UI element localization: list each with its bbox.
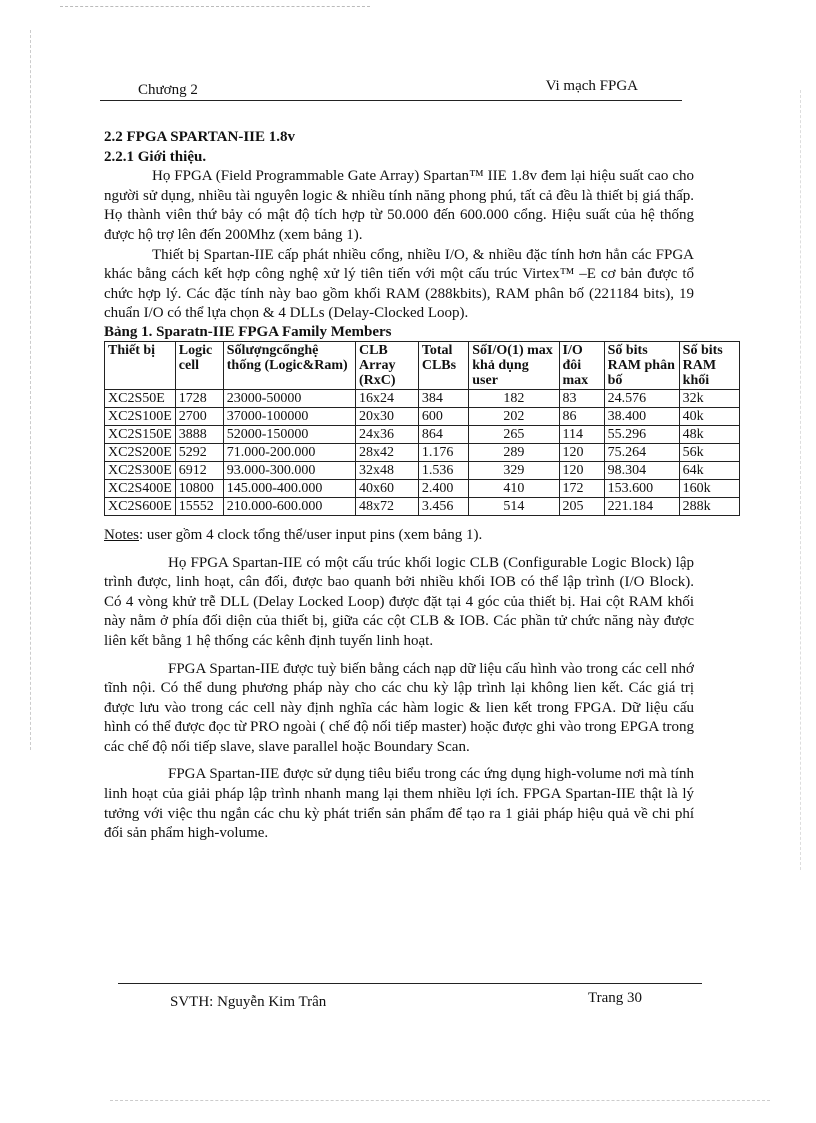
table-cell: 37000-100000 — [223, 407, 355, 425]
table-cell: 265 — [469, 425, 559, 443]
section-title: 2.2 FPGA SPARTAN-IIE 1.8v — [104, 129, 296, 145]
table-cell: 120 — [559, 443, 604, 461]
table-cell: 98.304 — [604, 461, 679, 479]
table-cell: XC2S400E — [105, 479, 176, 497]
table-cell: 48k — [679, 425, 739, 443]
table-cell: 24.576 — [604, 389, 679, 407]
table-header-cell: Total CLBs — [418, 341, 468, 389]
table-cell: 210.000-600.000 — [223, 497, 355, 515]
family-members-table — [104, 341, 740, 516]
table-cell: 55.296 — [604, 425, 679, 443]
table-row — [105, 461, 740, 479]
table-header-cell: Thiết bị — [105, 341, 176, 389]
table-cell: 75.264 — [604, 443, 679, 461]
table-cell: 5292 — [175, 443, 223, 461]
table-cell: 24x36 — [355, 425, 418, 443]
table-cell: XC2S100E — [105, 407, 176, 425]
scan-border-right — [800, 90, 801, 870]
table-cell: 28x42 — [355, 443, 418, 461]
table-cell: 289 — [469, 443, 559, 461]
table-cell: 3888 — [175, 425, 223, 443]
notes-text: : user gồm 4 clock tổng thể/user input pins (xem bảng 1). — [139, 526, 483, 543]
table-cell: 160k — [679, 479, 739, 497]
table-cell: XC2S600E — [105, 497, 176, 515]
table-cell: 86 — [559, 407, 604, 425]
table-cell: 600 — [418, 407, 468, 425]
table-notes — [104, 526, 694, 546]
table-cell: 71.000-200.000 — [223, 443, 355, 461]
table-cell: 384 — [418, 389, 468, 407]
table-cell: 23000-50000 — [223, 389, 355, 407]
table-row — [105, 407, 740, 425]
table-cell: 329 — [469, 461, 559, 479]
table-cell: 2700 — [175, 407, 223, 425]
page-number: Trang 30 — [587, 990, 642, 1006]
table-cell: 64k — [679, 461, 739, 479]
table-cell: 56k — [679, 443, 739, 461]
table-cell: 410 — [469, 479, 559, 497]
page-content — [104, 128, 723, 844]
table-cell: 6912 — [175, 461, 223, 479]
table-row — [105, 389, 740, 407]
table-cell: 93.000-300.000 — [223, 461, 355, 479]
scan-border-left — [30, 30, 31, 750]
table-cell: 1.536 — [418, 461, 468, 479]
table-cell: XC2S150E — [105, 425, 176, 443]
table-cell: XC2S300E — [105, 461, 176, 479]
author-label: SVTH: Nguyễn Kim Trân — [170, 994, 327, 1010]
table-cell: 182 — [469, 389, 559, 407]
chapter-label: Chương 2 — [138, 82, 198, 98]
intro-paragraph-1: Họ FPGA (Field Programmable Gate Array) Spartan™ IIE 1.8v đem lại hiệu suất cao cho người sử dụng, nhiều tài nguyên logic & nhiều tính năng phong phú, tất cả đều là thiết bị giá thấp. Họ thành viên thứ bảy có mật độ tích hợp từ 50.000 đến 600.000 cổng. Hiệu suất của hệ thống được hộ trợ lên đến 200Mhz (xem bảng 1). — [104, 168, 694, 243]
table-cell: 32x48 — [355, 461, 418, 479]
body-paragraph-3: FPGA Spartan-IIE được sử dụng tiêu biểu trong các ứng dụng high-volume nơi mà tính linh hoạt của giải pháp lập trình nhanh mang lại them nhiều lợi ích. FPGA Spartan-IIE thật là lý tưởng với việc thu ngắn các chu kỳ phát triển sản phẩm để tạo ra 1 giải pháp hiệu quả về chi phí đối sản phẩm high-volume. — [104, 766, 694, 842]
table-header-cell: Số bits RAM phân bố — [604, 341, 679, 389]
table-cell: 172 — [559, 479, 604, 497]
table-cell: 52000-150000 — [223, 425, 355, 443]
table-cell: 221.184 — [604, 497, 679, 515]
page-header — [100, 78, 682, 101]
notes-label: Notes — [104, 526, 139, 543]
table-row — [105, 497, 740, 515]
table-cell: 1.176 — [418, 443, 468, 461]
table-cell: XC2S200E — [105, 443, 176, 461]
body-paragraph-1: Họ FPGA Spartan-IIE có một cấu trúc khối logic CLB (Configurable Logic Block) lập trình được, linh hoạt, cân đối, được bao quanh bởi nhiều khối IOB có thể lập trình (I/O Block). Có 4 vòng khử trễ DLL (Delay Locked Loop) được đặt tại 4 góc của thiết bị. Hai cột RAM khối này nằm ở phía đối diện của thiết bị, giữa các cột CLB & IOB. Các phần tử chức năng này được liên kết bằng 1 hệ thống các kênh định tuyến linh hoạt. — [104, 554, 694, 649]
scan-border-bottom — [110, 1100, 770, 1101]
table-cell: 864 — [418, 425, 468, 443]
table-header-cell: Sốlượngcổnghệ thống (Logic&Ram) — [223, 341, 355, 389]
table-row — [105, 443, 740, 461]
table-cell: 10800 — [175, 479, 223, 497]
table-cell: 288k — [679, 497, 739, 515]
page-footer — [118, 983, 702, 1010]
table-cell: 205 — [559, 497, 604, 515]
table-cell: 114 — [559, 425, 604, 443]
table-header-row — [105, 341, 740, 389]
table-cell: 1728 — [175, 389, 223, 407]
table-cell: 514 — [469, 497, 559, 515]
table-header-cell: CLB Array (RxC) — [355, 341, 418, 389]
body-paragraph-2: FPGA Spartan-IIE được tuỳ biến bằng cách nạp dữ liệu cấu hình vào trong các cell nhớ tĩnh nội. Có thể dung phương pháp này cho các chu kỳ lập trình lại không lien kết. Các giá trị được lưu vào trong các cell này định nghĩa các hàm logic & lien kết trong FPGA. Dữ liệu cấu hình có thể được đọc từ PRO ngoài ( chế độ nối tiếp master) hoặc được ghi vào trong EPGA trong các chế độ nối tiếp slave, slave parallel hoặc Boundary Scan. — [104, 660, 694, 755]
intro-paragraph-2: Thiết bị Spartan-IIE cấp phát nhiều cổng, nhiều I/O, & nhiều đặc tính hơn hẳn các FPGA khác bằng cách kết hợp công nghệ xử lý tiên tiến với một cấu trúc Virtex™ –E cơ bản được tổ chức hợp lý. Các đặc tính này bao gồm khối RAM (288kbits), RAM phân bố (221184 bits), 19 chuẩn I/O có thể lựa chọn & 4 DLLs (Delay-Clocked Loop). — [104, 246, 694, 322]
table-cell: 202 — [469, 407, 559, 425]
topic-label: Vi mạch FPGA — [545, 78, 638, 94]
table-row — [105, 479, 740, 497]
table-cell: 3.456 — [418, 497, 468, 515]
table-cell: XC2S50E — [105, 389, 176, 407]
table-cell: 38.400 — [604, 407, 679, 425]
table-cell: 48x72 — [355, 497, 418, 515]
table-cell: 16x24 — [355, 389, 418, 407]
table-cell: 2.400 — [418, 479, 468, 497]
table-body — [105, 389, 740, 515]
scan-border-top — [60, 6, 370, 7]
subsection-title: 2.2.1 Giới thiệu. — [104, 148, 207, 165]
table-cell: 83 — [559, 389, 604, 407]
table-cell: 32k — [679, 389, 739, 407]
table-row — [105, 425, 740, 443]
table-header-cell: I/O đôi max — [559, 341, 604, 389]
table-cell: 20x30 — [355, 407, 418, 425]
table-header-cell: Số bits RAM khối — [679, 341, 739, 389]
table-header-cell: SốI/O(1) max khả dụng user — [469, 341, 559, 389]
table-cell: 145.000-400.000 — [223, 479, 355, 497]
table-cell: 40x60 — [355, 479, 418, 497]
table-cell: 153.600 — [604, 479, 679, 497]
table-caption: Bảng 1. Sparatn-IIE FPGA Family Members — [104, 323, 392, 340]
table-cell: 15552 — [175, 497, 223, 515]
table-cell: 120 — [559, 461, 604, 479]
table-cell: 40k — [679, 407, 739, 425]
table-header-cell: Logic cell — [175, 341, 223, 389]
